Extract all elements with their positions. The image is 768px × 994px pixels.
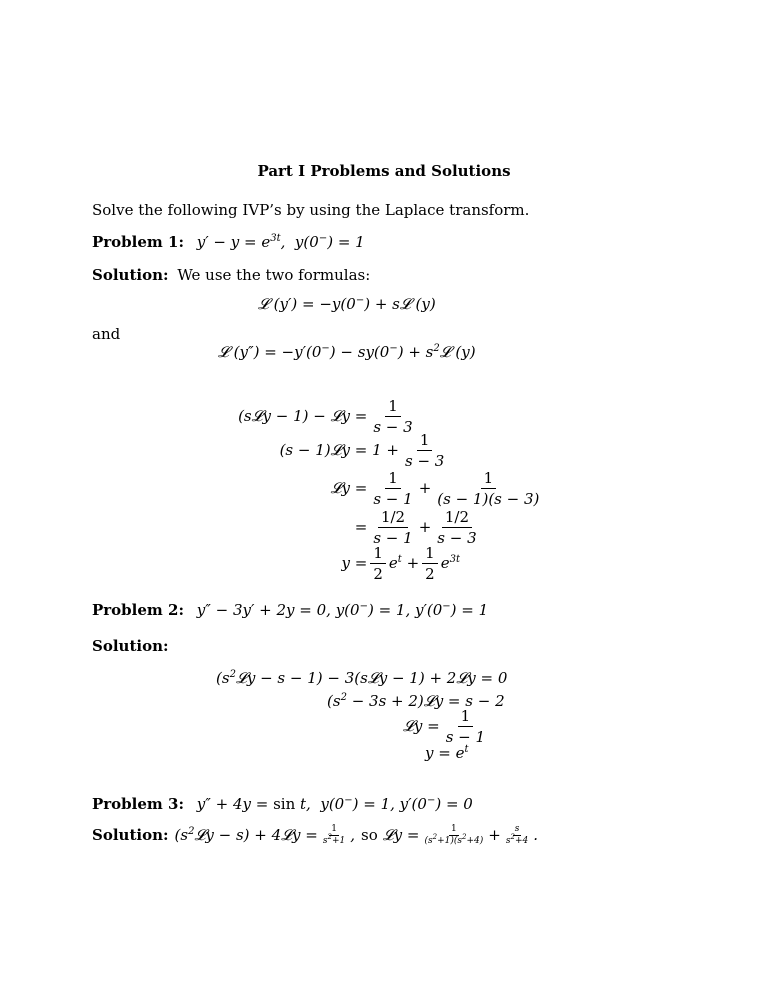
- intro-text: Solve the following IVP’s by using the Laplace transform.: [92, 201, 530, 219]
- p1-derivation-line-3: 𝓛y = $\frac{1}{s - 1}$ + $\frac{1}{(s - 1)(s - 3)}$: [330, 468, 540, 508]
- p1-derivation-line-4: = $\frac{1/2}{s - 1}$ + $\frac{1/2}{s - 3}$: [350, 507, 477, 547]
- p2-derivation-line-4: $y = e^t$: [425, 744, 469, 762]
- problem-2-label: Problem 2:: [92, 601, 184, 619]
- problem-1-solution-intro: [92, 266, 370, 284]
- p1-derivation-line-1: (s𝓛y − 1) − 𝓛y = $\frac{1}{s - 3}$: [238, 396, 413, 436]
- and-text: and: [92, 325, 121, 343]
- p1-derivation-line-5: y = $\frac{1}{2}$ $e^t$ + $\frac{1}{2}$ $e^{3t}$: [341, 543, 460, 583]
- problem-3-label: Problem 3:: [92, 795, 184, 813]
- p1-derivation-line-2: (s − 1)𝓛y = 1 + $\frac{1}{s - 3}$: [279, 430, 445, 470]
- solution-3-label: Solution:: [92, 826, 169, 844]
- solution-1-label: Solution:: [92, 266, 169, 284]
- laplace-formula-second-derivative: 𝓛 $(y'') = -y'(0^-) - sy(0^-) + s^2𝓛$ (y): [218, 343, 476, 361]
- problem-3-solution: Solution: $(s^2𝓛y - s)$ + 4𝓛y = $\frac{1}{s^2+1}$ , so 𝓛y = $\frac{1}{(s^2+1)(s^2+4)}$ + $\frac{s}{s^2+4}$ .: [92, 823, 538, 846]
- solution-1-text: We use the two formulas:: [177, 266, 371, 284]
- solution-2-label: Solution:: [92, 637, 169, 655]
- problem-1-statement: Problem 1: $y' - y = e^{3t}$, y(0−) = 1: [92, 233, 365, 251]
- so-text: so: [361, 826, 378, 844]
- problem-2-statement: Problem 2: y″ − 3y′ + 2y = 0, y(0−) = 1, y′(0−) = 1: [92, 601, 489, 619]
- p2-derivation-line-2: ($s^2 - 3s$ + 2)𝓛y = s − 2: [327, 692, 505, 710]
- problem-3-statement: Problem 3: y″ + 4y = sin t, y(0−) = 1, y′(0−) = 0: [92, 795, 473, 813]
- page-title: Part I Problems and Solutions: [257, 162, 511, 180]
- p2-derivation-line-1: $(s^2𝓛y - s - 1)$ − 3(s𝓛y − 1) + 2𝓛y = 0: [216, 669, 508, 687]
- laplace-formula-first-derivative: 𝓛 (y′) = −y(0−) + s𝓛 (y): [258, 295, 436, 313]
- p2-derivation-line-3: 𝓛y = $\frac{1}{s - 1}$: [403, 706, 486, 746]
- problem-1-label: Problem 1:: [92, 233, 184, 251]
